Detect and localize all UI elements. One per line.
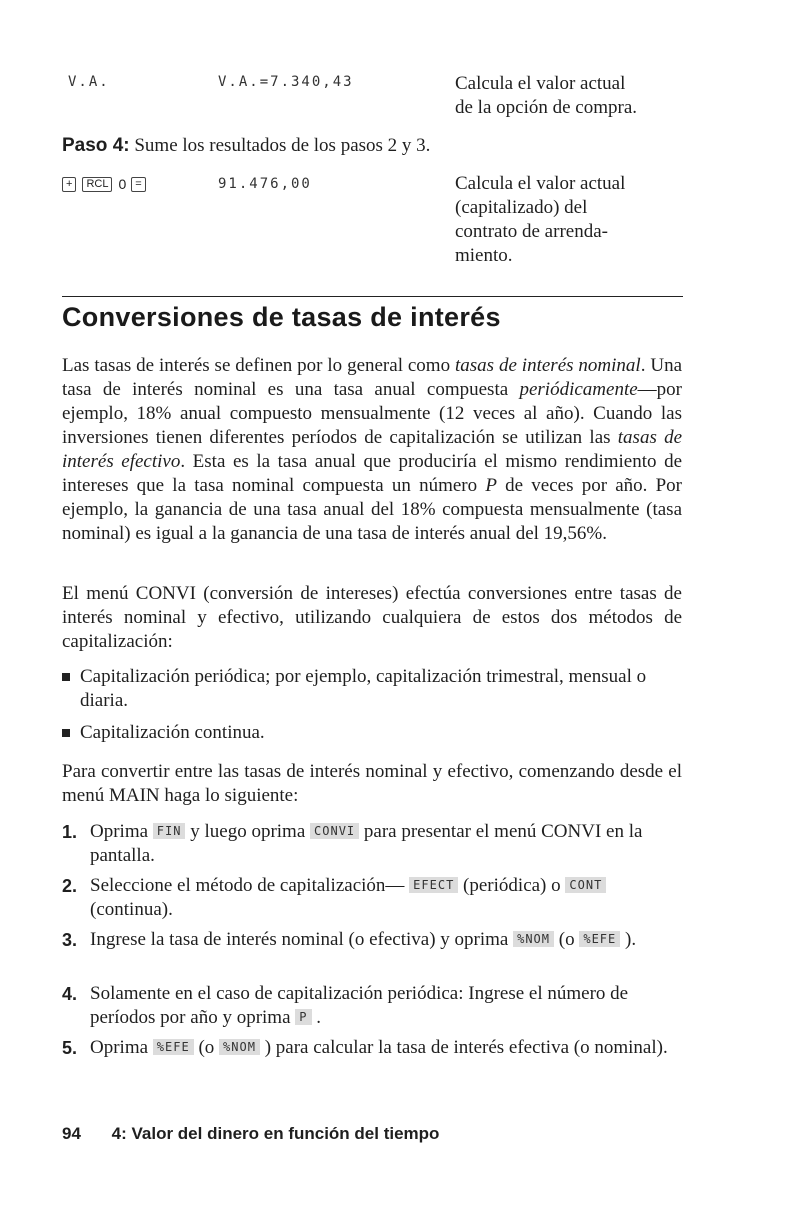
page-number: 94 [62, 1124, 81, 1143]
plus-key: + [62, 177, 76, 192]
text-run: (o [554, 929, 580, 950]
bullet-square-icon [62, 673, 70, 681]
step-number: 2. [62, 876, 78, 896]
calculator-display-sum: 91.476,00 [218, 176, 312, 192]
intro-paragraph [62, 354, 682, 546]
rcl-key: RCL [82, 177, 112, 192]
description-line: Calcula el valor actual [455, 73, 626, 94]
fin-softkey: FIN [153, 823, 186, 839]
convi-paragraph: El menú CONVI (conversión de intereses) efectúa conversiones entre tasas de interés nominal y efectivo, utilizando cualquiera de estos dos métodos de capitalización: [62, 583, 682, 652]
text-run: (periódica) o [458, 875, 566, 896]
step-text: Sume los resultados de los pasos 2 y 3. [134, 135, 431, 156]
p-softkey: P [295, 1009, 311, 1025]
key-sequence-va: V.A. [68, 74, 110, 90]
convi-softkey: CONVI [310, 823, 359, 839]
text-run: —por ejemplo, 18% anual compuesto mensualmente (12 veces al año). Cuando las inversiones tienen diferentes períodos de capitalización se utilizan las [62, 379, 682, 448]
text-run: Solamente en el caso de capitalización periódica: Ingrese el número de períodos por año y oprima [90, 983, 629, 1028]
step-instruction [62, 134, 430, 158]
description-sum [455, 172, 685, 268]
text-run: para presentar el menú CONVI en la pantalla. [90, 821, 643, 866]
list-item-text: Capitalización periódica; por ejemplo, capitalización trimestral, mensual o diaria. [80, 666, 647, 711]
emphasis-term: tasas de interés nominal [455, 355, 641, 376]
numbered-step [62, 1036, 682, 1060]
section-divider [62, 296, 683, 297]
key-sequence-sum [62, 172, 152, 196]
efe-softkey: %EFE [153, 1039, 194, 1055]
text-run: Oprima [90, 1037, 153, 1058]
efect-softkey: EFECT [409, 877, 458, 893]
numbered-step [62, 820, 682, 868]
cont-softkey: CONT [565, 877, 606, 893]
step-number: 1. [62, 822, 78, 842]
emphasis-term: P [485, 475, 497, 496]
text-run: . [311, 1007, 321, 1028]
digit-zero-key: 0 [118, 176, 127, 192]
list-item [62, 665, 682, 713]
step-number: 5. [62, 1038, 78, 1058]
efe-softkey: %EFE [579, 931, 620, 947]
description-va [455, 72, 685, 120]
text-run: Ingrese la tasa de interés nominal (o efectiva) y oprima [90, 929, 514, 950]
text-run: . Una tasa de interés nominal es una tasa anual compuesta [62, 355, 683, 400]
text-run: Seleccione el método de capitalización— [90, 875, 410, 896]
calculator-display-va: V.A.=7.340,43 [218, 74, 354, 90]
nom-softkey: %NOM [219, 1039, 260, 1055]
text-run: Oprima [90, 821, 153, 842]
description-line: (capitalizado) del [455, 197, 588, 218]
text-run: de veces por año. Por ejemplo, la ganancia de una tasa anual del 18% compuesta mensualmente (tasa nominal) es igual a la ganancia de una tasa de interés anual del 19,56%. [62, 475, 682, 544]
list-item [62, 721, 682, 745]
text-run: ). [620, 929, 637, 950]
step-number: 4. [62, 984, 78, 1004]
description-line: contrato de arrenda- [455, 221, 608, 242]
emphasis-term: tasas de interés efectivo [62, 427, 682, 472]
page-footer [62, 1124, 439, 1144]
text-run: . Esta es la tasa anual que produciría el mismo rendimiento de intereses que la tasa nominal compuesta un número [62, 451, 682, 496]
text-run: ) para calcular la tasa de interés efectiva (o nominal). [259, 1037, 668, 1058]
text-run: y luego oprima [185, 821, 311, 842]
bullet-square-icon [62, 729, 70, 737]
step-number: 3. [62, 930, 78, 950]
instructions-intro: Para convertir entre las tasas de interés nominal y efectivo, comenzando desde el menú MAIN haga lo siguiente: [62, 761, 682, 806]
nom-softkey: %NOM [513, 931, 554, 947]
text-run: (o [193, 1037, 220, 1058]
chapter-title: 4: Valor del dinero en función del tiempo [111, 1124, 440, 1143]
step-label: Paso 4: [62, 135, 130, 156]
text-run: (continua). [90, 899, 173, 920]
text-run: Las tasas de interés se definen por lo general como [62, 355, 455, 376]
section-title: Conversiones de tasas de interés [62, 302, 501, 332]
description-line: Calcula el valor actual [455, 173, 626, 194]
equals-key: = [131, 177, 145, 192]
description-line: miento. [455, 245, 513, 266]
numbered-step [62, 928, 682, 952]
numbered-step [62, 874, 682, 922]
list-item-text: Capitalización continua. [80, 722, 265, 743]
emphasis-term: periódicamente [519, 379, 638, 400]
description-line: de la opción de compra. [455, 97, 638, 118]
numbered-step [62, 982, 682, 1030]
